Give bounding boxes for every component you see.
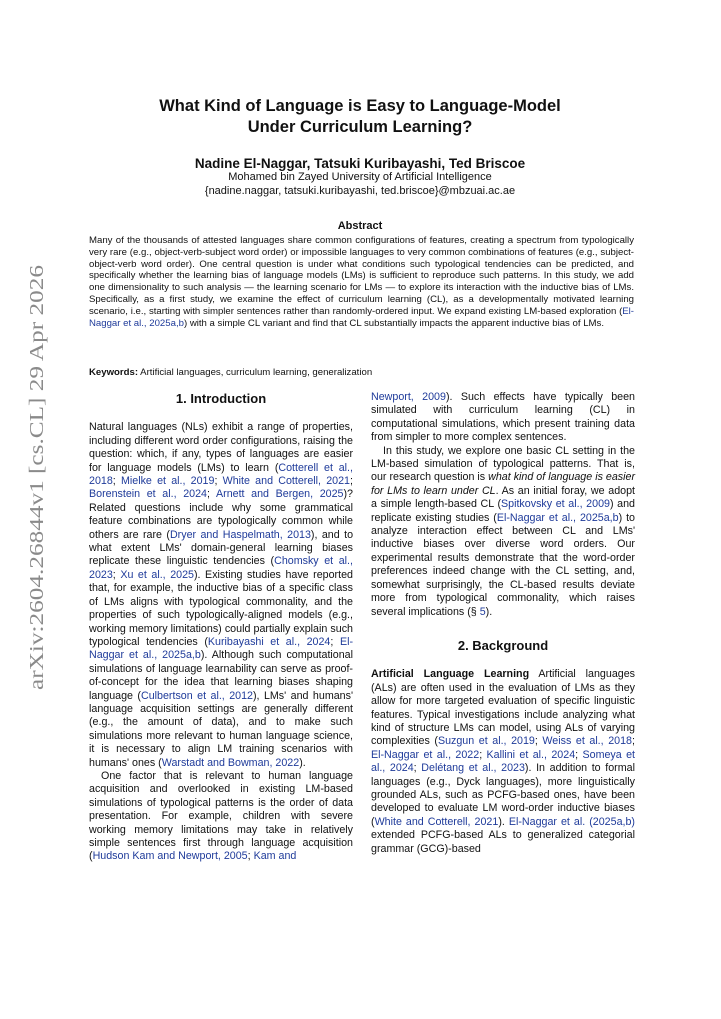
section-heading-background: 2. Background: [457, 637, 549, 653]
citation-link[interactable]: Culbertson et al., 2012: [141, 689, 253, 702]
arxiv-identifier-stamp: [16, 260, 52, 700]
left-column: [89, 392, 353, 864]
intro-paragraph-4: In this study, we explore one basic CL setting in the LM-based simulation of typological patterns. That is, our research question is what kind of language is easier for LMs to learn under CL. As an initial foray, we adopt a simple length-based CL (Spitkovsky et al., 2009) and replicate existing studies (El-Naggar et al., 2025a,b) to analyze interaction effect between CL and LMs' inductive biases over diverse word orders. Our experimental results demonstrate that the word-order preferences indeed change with the CL setting, and, somewhat surprisingly, the CL-based results deviate more from typological commonality, which raises several implications (§ 5).: [371, 444, 636, 618]
citation-link[interactable]: Delétang et al., 2023: [421, 762, 525, 775]
citation-link[interactable]: Suzgun et al., 2019: [437, 735, 535, 748]
citation-link[interactable]: Someya et al., 2024: [371, 748, 635, 775]
citation-link[interactable]: Chomsky et al., 2023: [89, 555, 353, 581]
citation-link[interactable]: El-Naggar et al., 2025a,b: [496, 511, 619, 524]
paragraph-run-in-heading: Artificial Language Learning: [371, 668, 530, 681]
abstract-heading: Abstract: [337, 220, 383, 232]
citation-link[interactable]: Cotterell et al., 2018: [89, 461, 353, 488]
keywords-text: Artificial languages, curriculum learning, generalization: [138, 367, 373, 378]
title-line-2: Under Curriculum Learning?: [247, 118, 473, 136]
affiliation-block: [90, 171, 630, 198]
citation-link[interactable]: Arnett and Bergen, 2025: [216, 488, 344, 501]
paper-title: [90, 96, 630, 138]
right-column: [371, 391, 635, 856]
citation-link[interactable]: Kuribayashi et al., 2024: [207, 635, 331, 648]
affiliation: Mohamed bin Zayed University of Artificial Intelligence: [228, 171, 492, 183]
emphasized-text: what kind of language is easier for LMs to learn under CL: [371, 471, 636, 497]
citation-link[interactable]: 5: [479, 605, 486, 618]
citation-link[interactable]: Dryer and Haspelmath, 2013: [169, 528, 311, 541]
citation-link[interactable]: El-Naggar et al., 2025a,b: [89, 635, 353, 662]
citation-link[interactable]: White and Cotterell, 2021: [374, 815, 499, 828]
citation-link[interactable]: Hudson Kam and Newport, 2005: [92, 850, 248, 863]
section-heading-introduction: 1. Introduction: [175, 391, 267, 406]
citation-link[interactable]: El-Naggar et al., 2022: [371, 748, 480, 761]
intro-paragraph-1: Natural languages (NLs) exhibit a range of properties, including different word order configurations, raising the question: which, if any, types of languages are easier for language models (LMs) to learn (Cotterell et al., 2018; Mielke et al., 2019; White and Cotterell, 2021; Borenstein et al., 2024; Arnett and Bergen, 2025)? Related questions include why some grammatical feature combinations are typologically common while others are rare (Dryer and Haspelmath, 2013), and to what extent LMs' domain-general learning biases replicate these linguistic tendencies (Chomsky et al., 2023; Xu et al., 2025). Existing studies have reported that, for example, the inductive bias of a specific class of LMs aligns with typological commonality, and the properties of such typologically-aligned models (e.g., working memory limitations) could partially explain such typological tendencies (Kuribayashi et al., 2024; El-Naggar et al., 2025a,b). Although such computational simulations of language learnability can serve as proof-of-concept for the idea that learning biases shaping language (Culbertson et al., 2012), LMs' and humans' language acquisition settings are generally different (e.g., the amount of data), and to make such simulations more relevant to human language science, it is necessary to align LM training scenarios with humans' ones (Warstadt and Bowman, 2022).: [89, 421, 354, 769]
author-emails: {nadine.naggar, tatsuki.kuribayashi, ted.briscoe}@mbzuai.ac.ae: [204, 184, 516, 197]
background-paragraph-1: Artificial Language Learning Artificial languages (ALs) are often used in the evaluation of LMs as they allow for more targeted evaluation of specific linguistic features. Typical investigations include analyzing what kind of structure LMs can model, using ALs of varying complexities (Suzgun et al., 2019; Weiss et al., 2018; El-Naggar et al., 2022; Kallini et al., 2024; Someya et al., 2024; Delétang et al., 2023). In addition to formal languages (e.g., Dyck languages), more linguistically grounded ALs, such as PCFG-based ones, have been developed to evaluate LM word-order inductive biases (White and Cotterell, 2021). El-Naggar et al. (2025a,b) extended PCFG-based ALs to generalized categorial grammar (GCG)-based: [371, 668, 635, 855]
citation-link[interactable]: Warstadt and Bowman, 2022: [161, 756, 300, 769]
intro-paragraph-3: Newport, 2009). Such effects have typically been simulated with curriculum learning (CL) in computational simulations, which present training data from simpler to more complex sentences.: [371, 391, 635, 444]
citation-link[interactable]: Mielke et al., 2019: [120, 475, 215, 488]
abstract-text: Many of the thousands of attested languages share common configurations of features, creating a spectrum from typologically very rare (e.g., object-verb-subject word order) or impossible languages to very common combinations of features (e.g., subject-object-verb word order). One central question is under what conditions such typological tendencies can be predicted, and specifically whether the learning bias of language models (LMs) is sufficient to reproduce such patterns. In this study, we add one dimensionality to such analysis — the learning scenario for LMs — to explore its interaction with the inductive bias of LMs. Specifically, as a first study, we examine the effect of curriculum learning (CL), as a developmentally motivated learning scenario, i.e., starting with simpler sentences rather than randomly-ordered input. We expand existing LM-based exploration (El-Naggar et al., 2025a,b) with a simple CL variant and find that CL substantially impacts the apparent inductive bias of LMs.: [89, 235, 634, 329]
keywords-line: [89, 367, 634, 379]
citation-link[interactable]: White and Cotterell, 2021: [222, 475, 350, 488]
citation-link[interactable]: Kallini et al., 2024: [486, 748, 576, 761]
keywords-label: Keywords:: [89, 367, 139, 378]
intro-paragraph-2: One factor that is relevant to human language acquisition and overlooked in existing LM-based simulations of typological patterns is the order of data presentation. For example, children with severe working memory limitations may take in relatively simple sentences first through language acquisition (Hudson Kam and Newport, 2005; Kam and: [89, 769, 353, 863]
citation-link[interactable]: Newport, 2009: [371, 391, 446, 403]
author-list: Nadine El-Naggar, Tatsuki Kuribayashi, Ted Briscoe: [194, 156, 526, 171]
citation-link[interactable]: Weiss et al., 2018: [542, 735, 632, 748]
citation-link[interactable]: Xu et al., 2025: [120, 568, 194, 581]
citation-link[interactable]: Kam and: [253, 850, 297, 863]
title-line-1: What Kind of Language is Easy to Language-Model: [159, 97, 561, 115]
citation-link[interactable]: Borenstein et al., 2024: [89, 488, 207, 501]
citation-link[interactable]: Spitkovsky et al., 2009: [501, 498, 610, 511]
citation-link[interactable]: El-Naggar et al., 2025a,b: [89, 305, 634, 329]
citation-link[interactable]: El-Naggar et al. (2025a,b): [508, 815, 635, 828]
arxiv-stamp-text: arXiv:2604.26844v1 [cs.CL] 29 Apr 2026: [26, 344, 48, 690]
